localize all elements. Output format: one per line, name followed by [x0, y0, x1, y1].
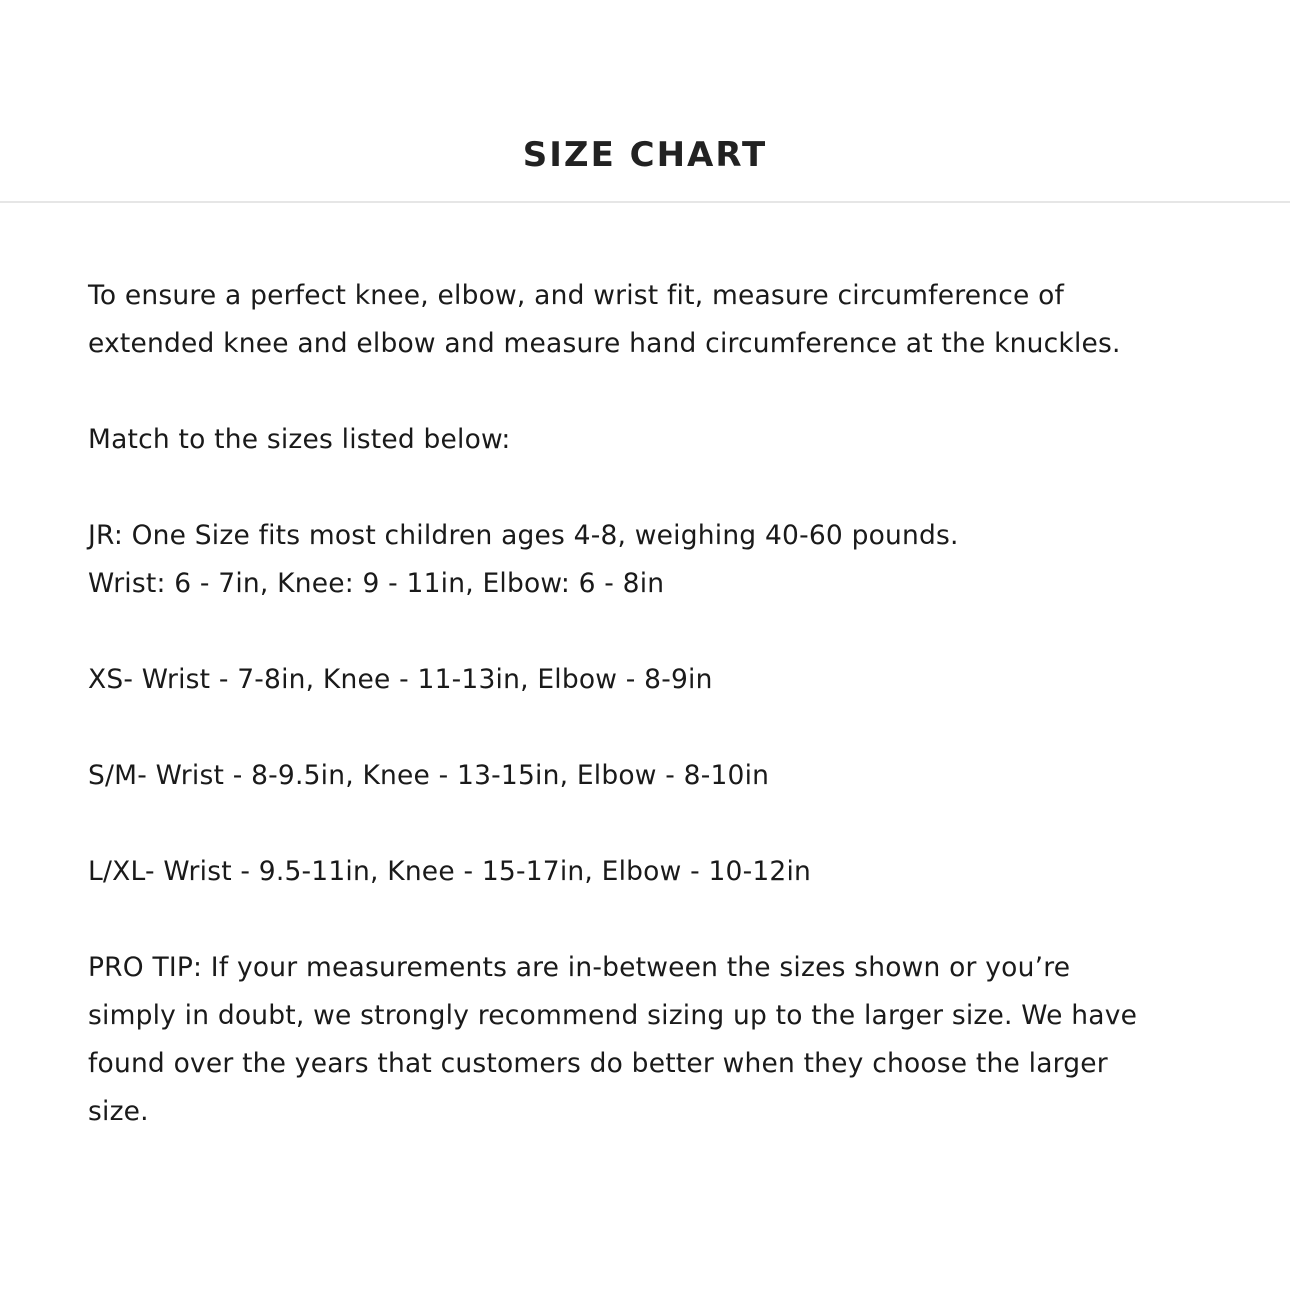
pro-tip-paragraph [88, 944, 1198, 1136]
pro-tip-line-3: found over the years that customers do better when they choose the larger [88, 1048, 1108, 1079]
intro-line-2: extended knee and elbow and measure hand circumference at the knuckles. [88, 328, 1121, 359]
size-lxl-text: L/XL- Wrist - 9.5-11in, Knee - 15-17in, Elbow - 10-12in [88, 856, 812, 887]
size-chart-content [88, 272, 1198, 1136]
size-jr [88, 512, 1198, 608]
size-lxl [88, 848, 1198, 896]
match-paragraph [88, 416, 1198, 464]
size-jr-line-2: Wrist: 6 - 7in, Knee: 9 - 11in, Elbow: 6 - 8in [88, 568, 665, 599]
size-sm-text: S/M- Wrist - 8-9.5in, Knee - 13-15in, Elbow - 8-10in [88, 760, 770, 791]
intro-paragraph [88, 272, 1198, 368]
page-title: SIZE CHART [522, 135, 768, 175]
pro-tip-line-4: size. [88, 1096, 149, 1127]
pro-tip-line-2: simply in doubt, we strongly recommend sizing up to the larger size. We have [88, 1000, 1138, 1031]
size-xs [88, 656, 1198, 704]
size-xs-text: XS- Wrist - 7-8in, Knee - 11-13in, Elbow - 8-9in [88, 664, 713, 695]
intro-line-1: To ensure a perfect knee, elbow, and wrist fit, measure circumference of [88, 280, 1065, 311]
modal-header [0, 0, 1290, 203]
size-jr-line-1: JR: One Size fits most children ages 4-8, weighing 40-60 pounds. [88, 520, 959, 551]
match-text: Match to the sizes listed below: [88, 424, 511, 455]
size-sm [88, 752, 1198, 800]
pro-tip-line-1: PRO TIP: If your measurements are in-between the sizes shown or you’re [88, 952, 1071, 983]
